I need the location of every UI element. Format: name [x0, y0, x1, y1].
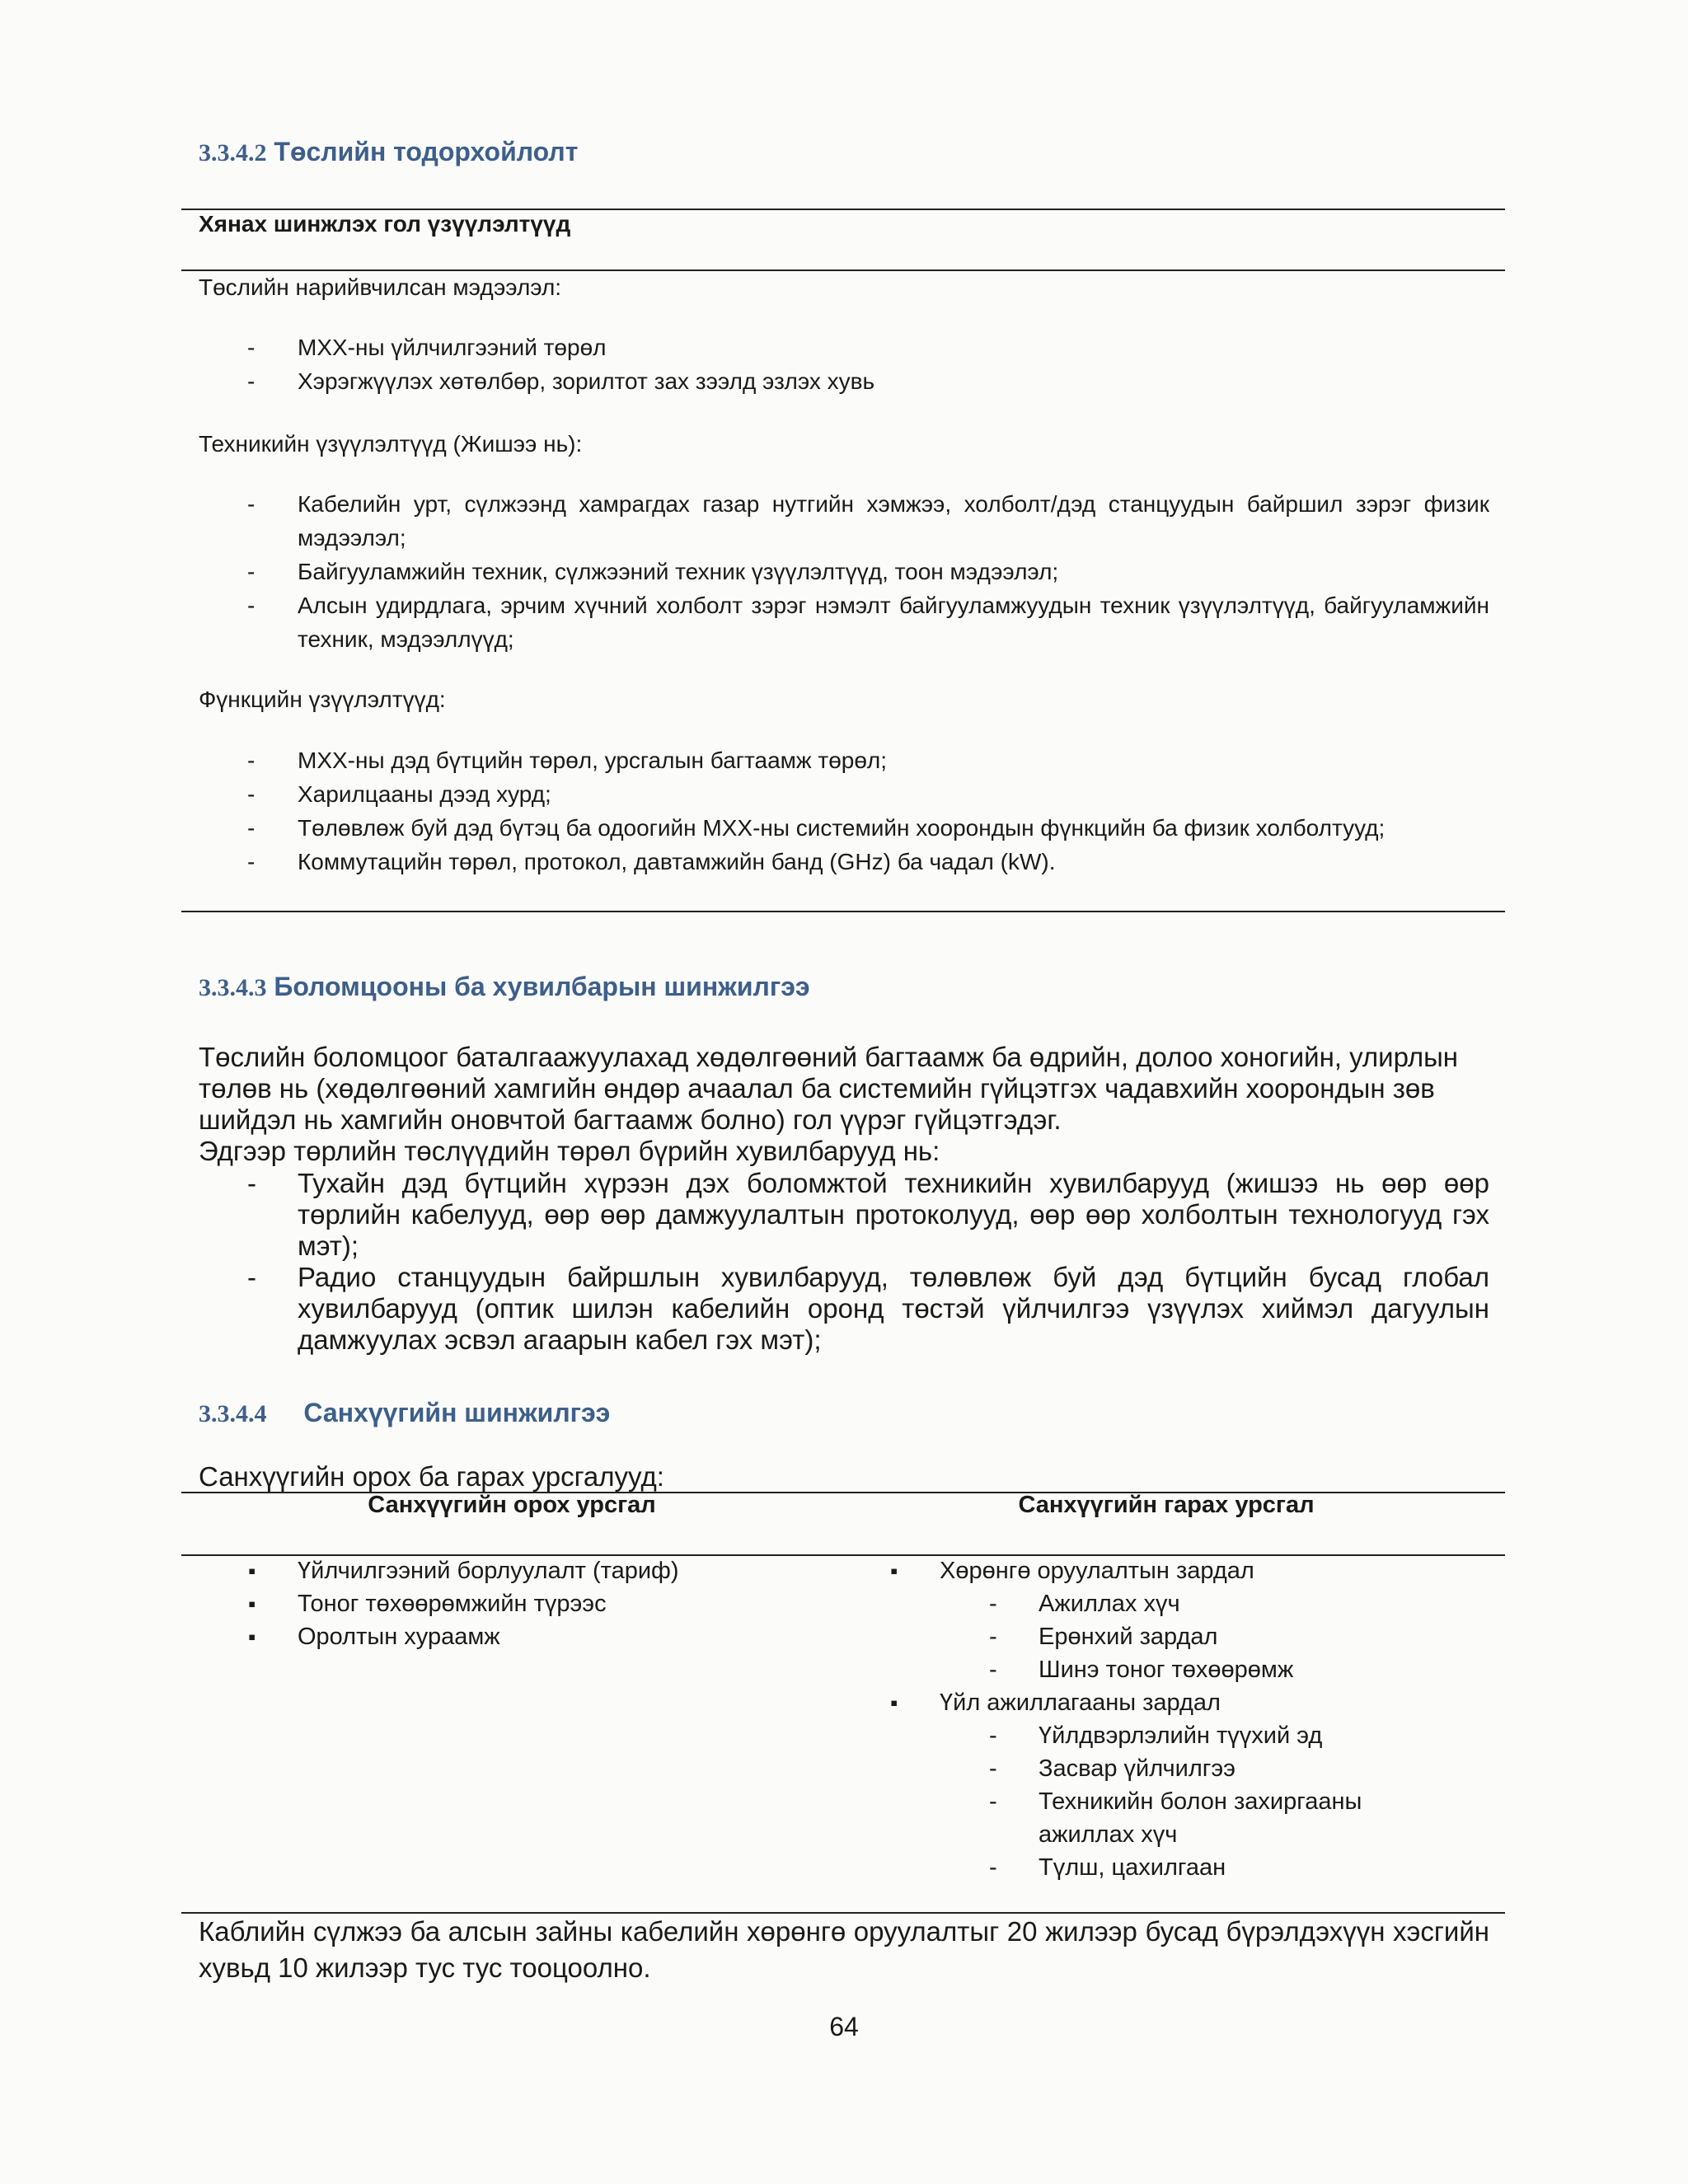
section-heading-financial	[199, 1398, 610, 1428]
list-item: - МХХ-ны үйлчилгээний төрөл	[247, 330, 1489, 364]
section-title: Боломцооны ба хувилбарын шинжилгээ	[274, 972, 810, 1001]
section-title: Санхүүгийн шинжилгээ	[303, 1398, 611, 1427]
feasibility-paragraph: Төслийн боломцоог баталгаажуулахад хөдөлгөөний багтаамж ба өдрийн, долоо хоногийн, улирлын төлөв нь (хөдөлгөөний хамгийн өндөр ачаалал ба системийн гүйцэтгэх чадавхийн хоорондын зөв шийдэл нь хамгийн оновчтой багтаамж болно) гол үүрэг гүйцэтгэдэг.	[199, 1042, 1459, 1135]
section-title: Төслийн тодорхойлолт	[274, 137, 579, 166]
box-bottom-rule	[181, 911, 1505, 912]
alternatives-list	[247, 1168, 1489, 1356]
list-item: - Техникийн болон захиргааны ажиллах хүч	[989, 1785, 1451, 1851]
section-number: 3.3.4.4	[199, 1400, 267, 1427]
section-number: 3.3.4.3	[199, 974, 267, 1001]
outflow-list	[890, 1554, 1500, 1884]
page-number: 64	[829, 2012, 859, 2041]
outflow-group-label: Үйл ажиллагааны зардал	[940, 1690, 1221, 1716]
list-item: - Харилцааны дээд хурд;	[247, 777, 1489, 811]
list-item: ▪ Тоног төхөөрөмжийн түрээс	[248, 1587, 792, 1620]
col-header-outflow: Санхүүгийн гарах урсгал	[1018, 1492, 1315, 1518]
list-item: ▪ Оролтын хураамж	[248, 1620, 792, 1653]
technical-list	[247, 487, 1489, 656]
list-item: - Коммутацийн төрөл, протокол, давтамжийн банд (GHz) ба чадал (kW).	[247, 845, 1489, 879]
list-item: - Шинэ тоног төхөөрөмж	[989, 1653, 1451, 1686]
cashflow-intro: Санхүүгийн орох ба гарах урсгалууд:	[199, 1461, 664, 1492]
inflow-list	[248, 1554, 792, 1653]
outflow-sublist	[989, 1587, 1500, 1686]
detail-label: Төслийн нарийвчилсан мэдээлэл:	[199, 274, 562, 300]
outflow-sublist	[989, 1719, 1500, 1884]
section-number: 3.3.4.2	[199, 139, 267, 166]
technical-label: Техникийн үзүүлэлтүүд (Жишээ нь):	[199, 431, 583, 457]
section-heading-feasibility	[199, 972, 810, 1002]
list-item: - Үйлдвэрлэлийн түүхий эд	[989, 1719, 1451, 1752]
list-item: ▪ Үйлчилгээний борлуулалт (тариф)	[248, 1554, 792, 1587]
list-item: - Тухайн дэд бүтцийн хүрээн дэх боломжтой техникийн хувилбарууд (жишээ нь өөр өөр төрлийн кабелууд, өөр өөр дамжуулалтын протоколууд, өөр өөр холболтын технологууд гэх мэт);	[247, 1168, 1489, 1262]
list-item: - Засвар үйлчилгээ	[989, 1752, 1451, 1785]
list-item: - Түлш, цахилгаан	[989, 1851, 1451, 1884]
functional-label: Фүнкцийн үзүүлэлтүүд:	[199, 687, 446, 712]
functional-list	[247, 743, 1489, 879]
section-heading-project-description	[199, 137, 578, 167]
list-item	[890, 1554, 1500, 1686]
list-item: - Ерөнхий зардал	[989, 1620, 1451, 1653]
box-heading: Хянах шинжлэх гол үзүүлэлтүүд	[199, 211, 571, 237]
detail-list	[247, 330, 1489, 398]
list-item: - Төлөвлөж буй дэд бүтэц ба одоогийн МХХ-ны системийн хоорондын фүнкцийн ба физик холболтууд;	[247, 811, 1489, 845]
list-item: - МХХ-ны дэд бүтцийн төрөл, урсгалын багтаамж төрөл;	[247, 743, 1489, 777]
closing-paragraph: Каблийн сүлжээ ба алсын зайны кабелийн хөрөнгө оруулалтыг 20 жилээр бусад бүрэлдэхүүн хэсгийн хувьд 10 жилээр тус тус тооцоолно.	[199, 1916, 1489, 1983]
list-item: - Алсын удирдлага, эрчим хүчний холболт зэрэг нэмэлт байгууламжуудын техник үзүүлэлтүүд, байгууламжийн техник, мэдээллүүд;	[247, 588, 1489, 656]
outflow-group-label: Хөрөнгө оруулалтын зардал	[940, 1558, 1254, 1584]
list-item: - Байгууламжийн техник, сүлжээний техник үзүүлэлтүүд, тоон мэдээлэл;	[247, 555, 1489, 588]
list-item: - Хэрэгжүүлэх хөтөлбөр, зорилтот зах зээлд эзлэх хувь	[247, 364, 1489, 398]
list-item: - Кабелийн урт, сүлжээнд хамрагдах газар нутгийн хэмжээ, холболт/дэд станцуудын байршил зэрэг физик мэдээлэл;	[247, 487, 1489, 555]
list-item: - Радио станцуудын байршлын хувилбарууд, төлөвлөж буй дэд бүтцийн бусад глобал хувилбарууд (оптик шилэн кабелийн оронд төстэй үйлчилгээ үзүүлэх хиймэл дагуулын дамжуулах эсвэл агаарын кабел гэх мэт);	[247, 1262, 1489, 1356]
list-item: - Ажиллах хүч	[989, 1587, 1451, 1620]
col-header-inflow: Санхүүгийн орох урсгал	[368, 1492, 656, 1518]
list-item	[890, 1686, 1500, 1884]
alternatives-intro: Эдгээр төрлийн төслүүдийн төрөл бүрийн хувилбарууд нь:	[199, 1136, 940, 1166]
